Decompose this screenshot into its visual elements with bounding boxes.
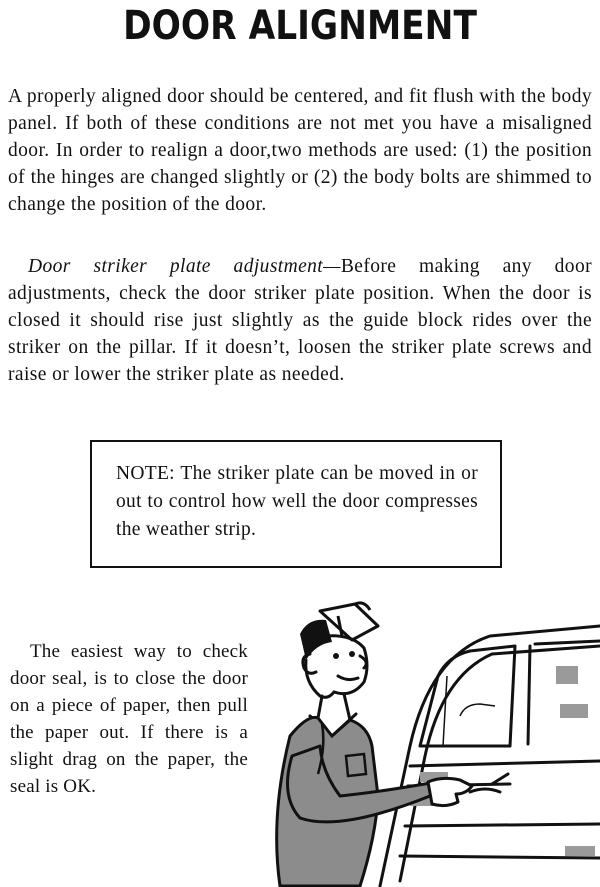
striker-paragraph xyxy=(8,253,592,388)
note-text: NOTE: The striker plate can be moved in or out to control how well the door compresses the weather strip. xyxy=(116,463,478,540)
note-box xyxy=(90,440,502,568)
mechanic-car-door-illustration xyxy=(260,596,600,887)
seal-tip-text: The easiest way to check door seal, is to close the door on a piece of paper, then pull the paper out. If there is a slight drag on the paper, the seal is OK. xyxy=(10,641,248,797)
striker-lead: Door striker plate adjustment— xyxy=(28,256,341,277)
page-title: DOOR ALIGNMENT xyxy=(123,3,477,49)
seal-tip-paragraph xyxy=(10,638,248,800)
intro-paragraph: A properly aligned door should be centered, and fit flush with the body panel. If both of these conditions are not met you have a misaligned door. In order to realign a door,two methods are used: (1) the position of the hinges are changed slightly or (2) the body bolts are shimmed to change the position of the door. xyxy=(8,86,592,215)
striker-text: Before making any door adjustments, check the door striker plate position. When the door is closed it should rise just slightly as the guide block rides over the striker on the pillar. If it doesn’t, loosen the striker plate screws and raise or lower the striker plate as needed. xyxy=(8,256,592,385)
